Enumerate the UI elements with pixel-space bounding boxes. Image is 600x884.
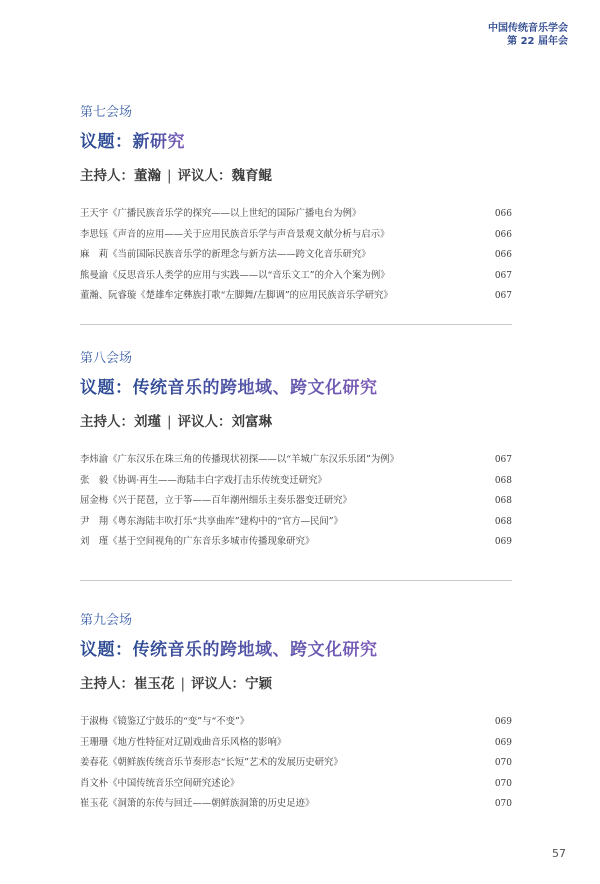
paper-title: 肖文朴《中国传统音乐空间研究述论》 xyxy=(80,777,240,789)
topic-prefix: 议题： xyxy=(80,378,133,398)
reviewer-label: 评议人： xyxy=(191,676,246,692)
paper-entry[interactable] xyxy=(80,491,512,512)
session-label: 第七会场 xyxy=(80,105,133,120)
paper-entry[interactable] xyxy=(80,471,512,492)
session-label: 第八会场 xyxy=(80,351,133,366)
paper-title: 刘 瑾《基于空间视角的广东音乐多城市传播现象研究》 xyxy=(80,536,315,547)
page-ref: 066 xyxy=(494,229,512,240)
host-line xyxy=(80,412,512,432)
session-label: 第九会场 xyxy=(80,613,133,628)
paper-entry[interactable] xyxy=(80,512,512,533)
session-title xyxy=(80,130,512,154)
reviewer-name: 刘富琳 xyxy=(231,414,273,430)
page-ref: 069 xyxy=(494,737,512,748)
page-header xyxy=(488,22,568,48)
page-ref: 066 xyxy=(494,209,512,219)
reviewer-name: 魏育鲲 xyxy=(231,168,273,184)
page-ref: 067 xyxy=(494,291,512,301)
page-ref: 067 xyxy=(494,455,512,465)
host-label: 主持人： xyxy=(80,676,134,692)
paper-title: 尹 翔《粤东海陆丰吹打乐“共享曲库”建构中的“官方—民间”》 xyxy=(80,515,343,527)
paper-title: 麻 莉《当前国际民族音乐学的新理念与新方法——跨文化音乐研究》 xyxy=(80,249,371,260)
paper-entry[interactable] xyxy=(80,774,512,795)
topic-prefix: 议题： xyxy=(80,132,133,152)
paper-entry[interactable] xyxy=(80,450,512,471)
paper-title: 董瀚、阮睿璇《楚雄牟定彝族打歌“左脚舞/左脚调”的应用民族音乐学研究》 xyxy=(80,290,393,301)
host-label: 主持人： xyxy=(80,414,134,430)
paper-entry[interactable] xyxy=(80,204,512,225)
host-name: 董瀚 xyxy=(134,168,161,184)
session-block-9 xyxy=(80,612,512,815)
topic-prefix: 议题： xyxy=(80,640,133,660)
paper-title: 姜春花《朝鲜族传统音乐节奏形态“长短”艺术的发展历史研究》 xyxy=(80,757,343,768)
separator: | xyxy=(180,676,186,692)
topic-title: 传统音乐的跨地域、跨文化研究 xyxy=(132,378,378,398)
paper-title: 王天宇《广播民族音乐学的探究——以上世纪的国际广播电台为例》 xyxy=(80,208,362,219)
section-divider xyxy=(80,324,512,325)
session-title xyxy=(80,638,512,662)
page-ref: 068 xyxy=(494,516,512,527)
header-session: 第 22 届年会 xyxy=(507,36,568,47)
host-name: 崔玉花 xyxy=(134,676,175,692)
paper-entry[interactable] xyxy=(80,712,512,733)
topic-title: 传统音乐的跨地域、跨文化研究 xyxy=(132,640,378,660)
paper-list xyxy=(80,204,512,307)
paper-entry[interactable] xyxy=(80,794,512,815)
page-ref: 069 xyxy=(494,537,512,547)
session-block-7 xyxy=(80,104,512,307)
paper-entry[interactable] xyxy=(80,225,512,246)
paper-entry[interactable] xyxy=(80,532,512,553)
host-name: 刘瑾 xyxy=(134,414,161,430)
host-label: 主持人： xyxy=(80,168,134,184)
paper-entry[interactable] xyxy=(80,733,512,754)
page-ref: 067 xyxy=(494,270,512,281)
separator: | xyxy=(167,168,172,184)
page-ref: 070 xyxy=(494,799,512,809)
page-ref: 068 xyxy=(494,475,512,486)
session-title xyxy=(80,376,512,400)
header-society: 中国传统音乐学会 xyxy=(488,23,568,34)
paper-title: 于淑梅《镜鉴辽宁鼓乐的“变”与“不变”》 xyxy=(80,716,250,727)
paper-title: 王珊珊《地方性特征对辽剧戏曲音乐风格的影响》 xyxy=(80,736,287,748)
paper-title: 李思钰《声音的应用——关于应用民族音乐学与声音景观文献分析与启示》 xyxy=(80,228,390,240)
page-ref: 070 xyxy=(494,758,512,768)
paper-title: 熊曼渝《反思音乐人类学的应用与实践——以“音乐文工”的介入个案为例》 xyxy=(80,269,390,281)
session-block-8 xyxy=(80,350,512,553)
host-line xyxy=(80,166,512,186)
page-ref: 068 xyxy=(494,496,512,506)
host-line xyxy=(80,674,512,694)
paper-entry[interactable] xyxy=(80,245,512,266)
paper-entry[interactable] xyxy=(80,266,512,287)
paper-title: 李炜渝《广东汉乐在珠三角的传播现状初探——以“羊城广东汉乐乐团”为例》 xyxy=(80,454,399,465)
page-ref: 070 xyxy=(494,778,512,789)
page-number: 57 xyxy=(552,847,566,860)
page-ref: 066 xyxy=(494,250,512,260)
reviewer-name: 宁颖 xyxy=(245,676,273,692)
section-divider xyxy=(80,580,512,581)
paper-list xyxy=(80,450,512,553)
paper-title: 屈金梅《兴于琵琶，立于筝——百年潮州细乐主奏乐器变迁研究》 xyxy=(80,495,352,506)
paper-title: 张 毅《协调·再生——海陆丰白字戏打击乐传统变迁研究》 xyxy=(80,474,327,486)
topic-title: 新研究 xyxy=(132,132,185,152)
separator: | xyxy=(167,414,172,430)
reviewer-label: 评议人： xyxy=(177,414,232,430)
paper-entry[interactable] xyxy=(80,753,512,774)
paper-title: 崔玉花《洞箫的东传与回迁——朝鲜族洞箫的历史足迹》 xyxy=(80,798,315,809)
reviewer-label: 评议人： xyxy=(177,168,232,184)
paper-list xyxy=(80,712,512,815)
paper-entry[interactable] xyxy=(80,286,512,307)
page-ref: 069 xyxy=(494,717,512,727)
